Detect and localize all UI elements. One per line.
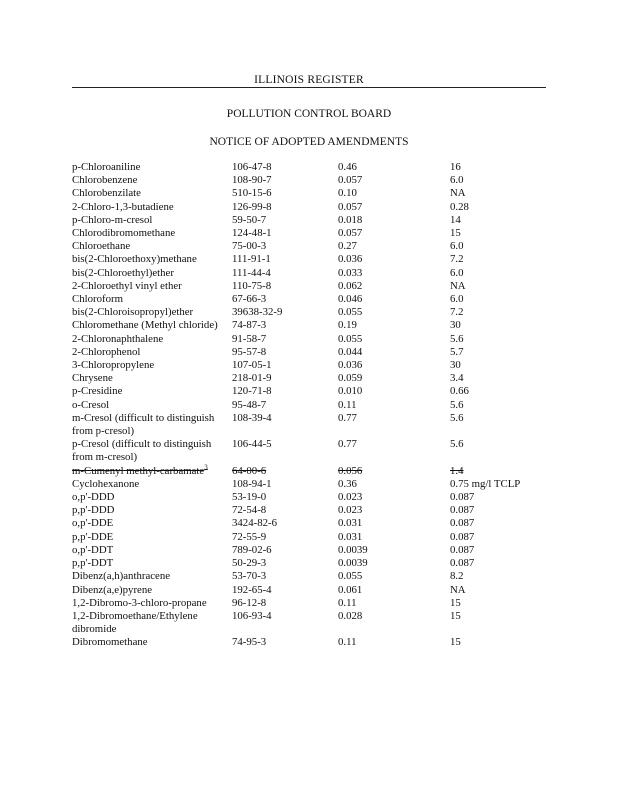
wastewater-standard: 0.023	[338, 504, 363, 517]
cas-number: 110-75-8	[232, 279, 272, 292]
nonwastewater-standard: NA	[450, 187, 466, 200]
constituent-table	[72, 161, 552, 650]
table-row	[72, 584, 552, 597]
wastewater-standard: 0.11	[338, 636, 357, 649]
table-row	[72, 161, 552, 174]
constituent-name: Chrysene	[72, 372, 113, 385]
table-row	[72, 438, 552, 464]
cas-number: 72-54-8	[232, 504, 267, 517]
cas-number: 91-58-7	[232, 332, 267, 345]
constituent-name: Chloroethane	[72, 240, 131, 253]
wastewater-standard: 0.0039	[338, 557, 368, 570]
constituent-name: bis(2-Chloroisopropyl)ether	[72, 306, 194, 319]
nonwastewater-standard: 0.087	[450, 543, 475, 556]
nonwastewater-standard: 15	[450, 227, 461, 240]
cas-number: 67-66-3	[232, 293, 267, 306]
constituent-name: p,p'-DDE	[72, 530, 114, 543]
nonwastewater-standard: 0.087	[450, 504, 475, 517]
nonwastewater-standard: 3.4	[450, 372, 464, 385]
wastewater-standard: 0.028	[338, 609, 363, 622]
nonwastewater-standard: 7.2	[450, 306, 464, 319]
constituent-name: p-Chloro-m-cresol	[72, 213, 153, 226]
table-row	[72, 517, 552, 530]
cas-number: 74-87-3	[232, 319, 267, 332]
constituent-name: 2-Chloronaphthalene	[72, 332, 164, 345]
table-row	[72, 267, 552, 280]
nonwastewater-standard: 5.6	[450, 398, 464, 411]
constituent-name: Chloroform	[72, 293, 123, 306]
wastewater-standard: 0.055	[338, 306, 363, 319]
constituent-name: 1,2-Dibromo-3-chloro-propane	[72, 596, 207, 609]
constituent-name: Chlorobenzene	[72, 174, 138, 187]
cas-number: 3424-82-6	[232, 517, 277, 530]
wastewater-standard: 0.010	[338, 385, 363, 398]
wastewater-standard: 0.044	[338, 345, 363, 358]
constituent-name: p-Cresidine	[72, 385, 123, 398]
cas-number: 108-90-7	[232, 174, 272, 187]
nonwastewater-standard: 0.087	[450, 517, 475, 530]
register-title: ILLINOIS REGISTER	[254, 74, 364, 86]
wastewater-standard: 0.018	[338, 213, 363, 226]
nonwastewater-standard: 7.2	[450, 253, 464, 266]
table-row	[72, 504, 552, 517]
nonwastewater-standard: 5.6	[450, 411, 464, 424]
table-row	[72, 491, 552, 504]
table-row	[72, 187, 552, 200]
wastewater-standard: 0.27	[338, 240, 357, 253]
cas-number: 50-29-3	[232, 557, 267, 570]
wastewater-standard: 0.055	[338, 332, 363, 345]
cas-number: 192-65-4	[232, 583, 272, 596]
nonwastewater-standard: 5.6	[450, 332, 464, 345]
cas-number: 39638-32-9	[232, 306, 283, 319]
nonwastewater-standard: 0.28	[450, 200, 469, 213]
cas-number: 53-19-0	[232, 491, 267, 504]
table-row	[72, 597, 552, 610]
nonwastewater-standard: 5.7	[450, 345, 464, 358]
wastewater-standard: 0.057	[338, 174, 363, 187]
table-row	[72, 293, 552, 306]
nonwastewater-standard: 15	[450, 596, 461, 609]
table-row	[72, 636, 552, 649]
wastewater-standard: 0.11	[338, 398, 357, 411]
wastewater-standard: 0.036	[338, 359, 363, 372]
wastewater-standard: 0.031	[338, 530, 363, 543]
cas-number: 64-00-6	[232, 464, 267, 477]
constituent-name: o,p'-DDE	[72, 517, 114, 530]
table-row	[72, 399, 552, 412]
table-row	[72, 531, 552, 544]
nonwastewater-standard: 16	[450, 161, 461, 173]
table-row	[72, 412, 552, 438]
constituent-name: Chlorobenzilate	[72, 187, 141, 200]
constituent-name: o-Cresol	[72, 398, 110, 411]
footnote-marker: 3	[204, 463, 208, 472]
cas-number: 120-71-8	[232, 385, 272, 398]
header-rule	[72, 87, 546, 88]
nonwastewater-standard: NA	[450, 583, 466, 596]
constituent-name: m-Cumenyl methyl-carbamate$^3$	[72, 463, 208, 477]
table-row	[72, 359, 552, 372]
table-row	[72, 174, 552, 187]
table-row	[72, 478, 552, 491]
constituent-name: o,p'-DDD	[72, 491, 115, 504]
constituent-name: 2-Chloro-1,3-butadiene	[72, 200, 174, 213]
cas-number: 108-94-1	[232, 477, 272, 490]
table-row	[72, 214, 552, 227]
cas-number: 111-44-4	[232, 266, 271, 279]
nonwastewater-standard: 6.0	[450, 240, 464, 253]
wastewater-standard: 0.19	[338, 319, 357, 332]
nonwastewater-standard: 5.6	[450, 438, 464, 451]
constituent-name: bis(2-Chloroethoxy)methane	[72, 253, 197, 266]
cas-number: 218-01-9	[232, 372, 272, 385]
nonwastewater-standard: 0.66	[450, 385, 469, 398]
nonwastewater-standard: 0.087	[450, 491, 475, 504]
table-row	[72, 201, 552, 214]
wastewater-standard: 0.033	[338, 266, 363, 279]
table-row	[72, 333, 552, 346]
table-row	[72, 346, 552, 359]
constituent-name: m-Cresol (difficult to distinguish from p-cresol)	[72, 411, 215, 438]
constituent-name: Dibenz(a,h)anthracene	[72, 570, 171, 583]
cas-number: 95-57-8	[232, 345, 267, 358]
cas-number: 126-99-8	[232, 200, 272, 213]
cas-number: 111-91-1	[232, 253, 271, 266]
table-row	[72, 372, 552, 385]
table-row	[72, 610, 552, 636]
constituent-name: Dibromomethane	[72, 636, 148, 649]
constituent-name: 1,2-Dibromoethane/Ethylene dibromide	[72, 609, 198, 636]
wastewater-standard: 0.77	[338, 411, 357, 424]
nonwastewater-standard: 14	[450, 213, 461, 226]
wastewater-standard: 0.036	[338, 253, 363, 266]
cas-number: 53-70-3	[232, 570, 267, 583]
table-row	[72, 465, 552, 478]
constituent-name: p-Chloroaniline	[72, 161, 141, 173]
cas-number: 96-12-8	[232, 596, 267, 609]
constituent-name: 2-Chlorophenol	[72, 345, 141, 358]
wastewater-standard: 0.46	[338, 161, 357, 173]
nonwastewater-standard: 1.4	[450, 464, 464, 477]
cas-number: 108-39-4	[232, 411, 272, 424]
wastewater-standard: 0.056	[338, 464, 363, 477]
wastewater-standard: 0.062	[338, 279, 363, 292]
constituent-name: p,p'-DDD	[72, 504, 115, 517]
nonwastewater-standard: 6.0	[450, 174, 464, 187]
nonwastewater-standard: 0.087	[450, 530, 475, 543]
wastewater-standard: 0.10	[338, 187, 357, 200]
cas-number: 510-15-6	[232, 187, 272, 200]
nonwastewater-standard: 30	[450, 359, 461, 372]
cas-number: 124-48-1	[232, 227, 272, 240]
nonwastewater-standard: 15	[450, 636, 461, 649]
table-row	[72, 227, 552, 240]
board-title: POLLUTION CONTROL BOARD	[226, 108, 392, 120]
table-row	[72, 319, 552, 332]
wastewater-standard: 0.057	[338, 200, 363, 213]
wastewater-standard: 0.057	[338, 227, 363, 240]
cas-number: 106-93-4	[232, 609, 272, 622]
cas-number: 95-48-7	[232, 398, 267, 411]
nonwastewater-standard: 6.0	[450, 266, 464, 279]
wastewater-standard: 0.061	[338, 583, 363, 596]
table-row	[72, 306, 552, 319]
constituent-name: p-Cresol (difficult to distinguish from m-cresol)	[72, 438, 212, 464]
wastewater-standard: 0.031	[338, 517, 363, 530]
nonwastewater-standard: 6.0	[450, 293, 464, 306]
wastewater-standard: 0.023	[338, 491, 363, 504]
wastewater-standard: 0.11	[338, 596, 357, 609]
table-row	[72, 385, 552, 398]
wastewater-standard: 0.36	[338, 477, 357, 490]
cas-number: 106-44-5	[232, 438, 272, 451]
nonwastewater-standard: 30	[450, 319, 461, 332]
constituent-name: Chloromethane (Methyl chloride)	[72, 319, 218, 332]
cas-number: 75-00-3	[232, 240, 267, 253]
nonwastewater-standard: 8.2	[450, 570, 464, 583]
table-row	[72, 557, 552, 570]
cas-number: 72-55-9	[232, 530, 267, 543]
constituent-name: 3-Chloropropylene	[72, 359, 155, 372]
constituent-name: Cyclohexanone	[72, 477, 140, 490]
cas-number: 74-95-3	[232, 636, 267, 649]
table-row	[72, 240, 552, 253]
cas-number: 106-47-8	[232, 161, 272, 173]
notice-title: NOTICE OF ADOPTED AMENDMENTS	[209, 136, 409, 148]
wastewater-standard: 0.059	[338, 372, 363, 385]
nonwastewater-standard: 15	[450, 609, 461, 622]
table-row	[72, 570, 552, 583]
constituent-name: o,p'-DDT	[72, 543, 114, 556]
constituent-name: Chlorodibromomethane	[72, 227, 176, 240]
table-row	[72, 253, 552, 266]
cas-number: 789-02-6	[232, 543, 272, 556]
cas-number: 59-50-7	[232, 213, 267, 226]
nonwastewater-standard: 0.75 mg/l TCLP	[450, 477, 521, 490]
wastewater-standard: 0.046	[338, 293, 363, 306]
wastewater-standard: 0.77	[338, 438, 357, 451]
constituent-name: Dibenz(a,e)pyrene	[72, 583, 153, 596]
table-row	[72, 280, 552, 293]
cas-number: 107-05-1	[232, 359, 272, 372]
constituent-name: p,p'-DDT	[72, 557, 114, 570]
constituent-name: 2-Chloroethyl vinyl ether	[72, 279, 182, 292]
wastewater-standard: 0.055	[338, 570, 363, 583]
wastewater-standard: 0.0039	[338, 543, 368, 556]
nonwastewater-standard: 0.087	[450, 557, 475, 570]
constituent-name: bis(2-Chloroethyl)ether	[72, 266, 174, 279]
table-row	[72, 544, 552, 557]
nonwastewater-standard: NA	[450, 279, 466, 292]
